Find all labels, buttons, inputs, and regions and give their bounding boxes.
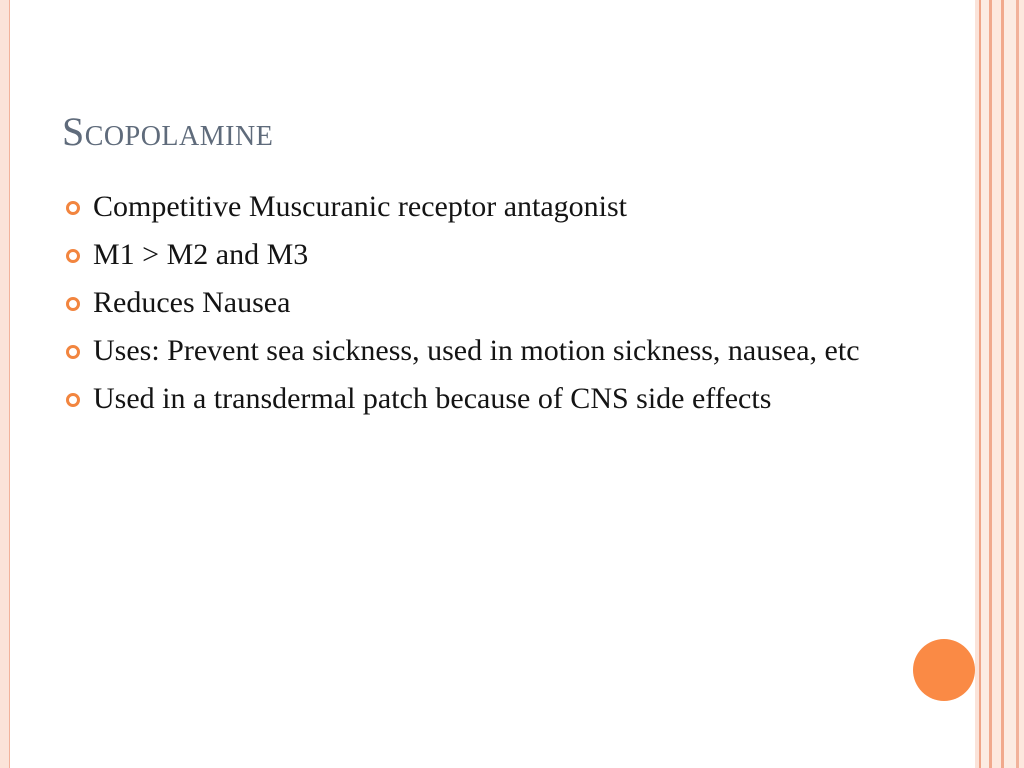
ring-bullet-icon [66,249,80,263]
bullet-item [62,234,892,275]
bullet-text: M1 > M2 and M3 [93,238,309,271]
ring-bullet-icon [66,393,80,407]
bullet-item [62,186,892,227]
ring-bullet-icon [66,345,80,359]
bullet-text: Uses: Prevent sea sickness, used in motion sickness, nausea, etc [93,334,860,367]
stripe [981,0,989,768]
bullet-text: Reduces Nausea [93,286,291,319]
circle-accent-icon [913,639,975,701]
bullet-item [62,282,892,323]
bullet-text: Used in a transdermal patch because of CNS side effects [93,382,772,415]
left-border [0,0,10,768]
bullet-list [62,186,892,426]
bullet-item [62,330,892,371]
bullet-text: Competitive Muscuranic receptor antagonist [93,190,628,223]
ring-bullet-icon [66,201,80,215]
slide-title: Scopolamine [62,109,274,154]
ring-bullet-icon [66,297,80,311]
stripe [1004,0,1016,768]
right-border-stripes [975,0,1024,768]
stripe [1019,0,1024,768]
stripe [992,0,1001,768]
bullet-item [62,378,892,419]
